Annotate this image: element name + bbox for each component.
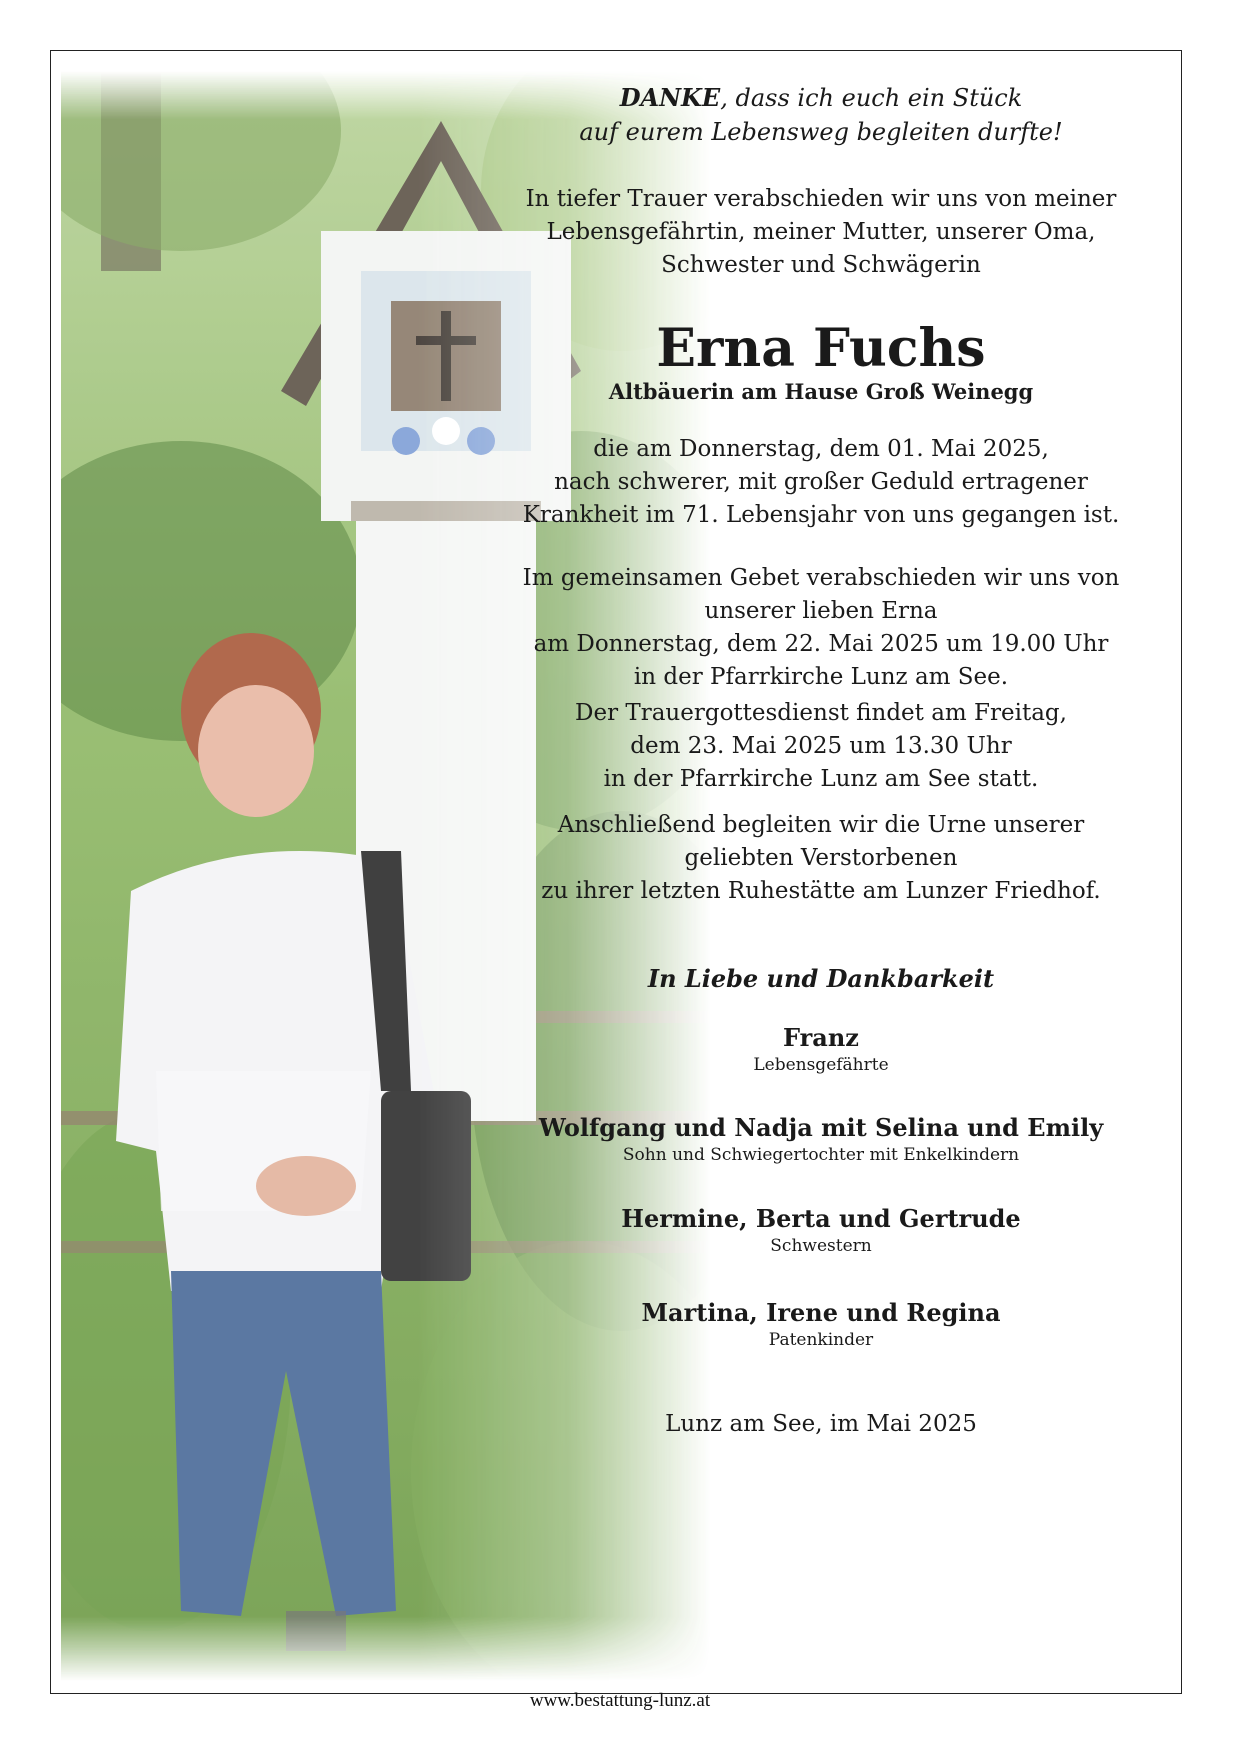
mourner-relation: Lebensgefährte (753, 1055, 889, 1075)
place-date: Lunz am See, im Mai 2025 (665, 1411, 977, 1437)
deceased-subtitle: Altbäuerin am Hause Groß Weinegg (608, 379, 1034, 404)
mourner-group (521, 1298, 1121, 1352)
death-line: die am Donnerstag, dem 01. Mai 2025, (593, 436, 1049, 462)
burial-line: Anschließend begleiten wir die Urne unserer (557, 812, 1085, 838)
prayer-line: am Donnerstag, dem 22. Mai 2025 um 19.00 Uhr (533, 631, 1109, 657)
burial-line: geliebten Verstorbenen (684, 845, 958, 871)
obituary-frame (50, 50, 1182, 1694)
prayer-line: Im gemeinsamen Gebet verabschieden wir uns von (522, 565, 1120, 591)
mourner-name: Franz (783, 1023, 859, 1052)
mourner-relation: Sohn und Schwiegertochter mit Enkelkindern (622, 1145, 1020, 1165)
opening-quote (521, 81, 1121, 149)
quote-text: , dass ich euch ein Stück (720, 84, 1023, 112)
burial-line: zu ihrer letzten Ruhestätte am Lunzer Friedhof. (541, 878, 1101, 904)
intro-line: Lebensgefährtin, meiner Mutter, unserer Oma, (546, 219, 1096, 245)
service-line: in der Pfarrkirche Lunz am See statt. (603, 766, 1039, 792)
prayer-paragraph (521, 562, 1121, 694)
death-line: Krankheit im 71. Lebensjahr von uns gegangen ist. (522, 502, 1120, 528)
mourner-relation: Patenkinder (768, 1330, 874, 1350)
mourner-relation: Schwestern (770, 1236, 872, 1256)
mourner-name: Martina, Irene und Regina (641, 1298, 1001, 1327)
service-line: Der Trauergottesdienst findet am Freitag, (575, 700, 1067, 726)
mourner-name: Hermine, Berta und Gertrude (621, 1204, 1021, 1233)
footer-website-link[interactable]: www.bestattung-lunz.at (529, 1690, 711, 1711)
closing-phrase: In Liebe und Dankbarkeit (647, 964, 995, 993)
death-line: nach schwerer, mit großer Geduld ertragener (554, 469, 1088, 495)
service-paragraph (521, 697, 1121, 796)
deceased-name: Erna Fuchs (656, 318, 986, 379)
burial-paragraph (521, 809, 1121, 908)
intro-line: In tiefer Trauer verabschieden wir uns von meiner (525, 186, 1117, 212)
quote-line2: auf eurem Lebensweg begleiten durfte! (579, 118, 1063, 146)
intro-paragraph (521, 183, 1121, 282)
service-line: dem 23. Mai 2025 um 13.30 Uhr (630, 733, 1012, 759)
mourner-group (521, 1113, 1121, 1167)
prayer-line: in der Pfarrkirche Lunz am See. (633, 664, 1009, 690)
prayer-line: unserer lieben Erna (704, 598, 938, 624)
mourner-name: Wolfgang und Nadja mit Selina und Emily (538, 1113, 1104, 1142)
intro-line: Schwester und Schwägerin (661, 252, 981, 278)
death-paragraph (521, 433, 1121, 532)
quote-emphasis: DANKE (619, 83, 721, 112)
mourner-group (521, 1023, 1121, 1077)
mourner-group (521, 1204, 1121, 1258)
